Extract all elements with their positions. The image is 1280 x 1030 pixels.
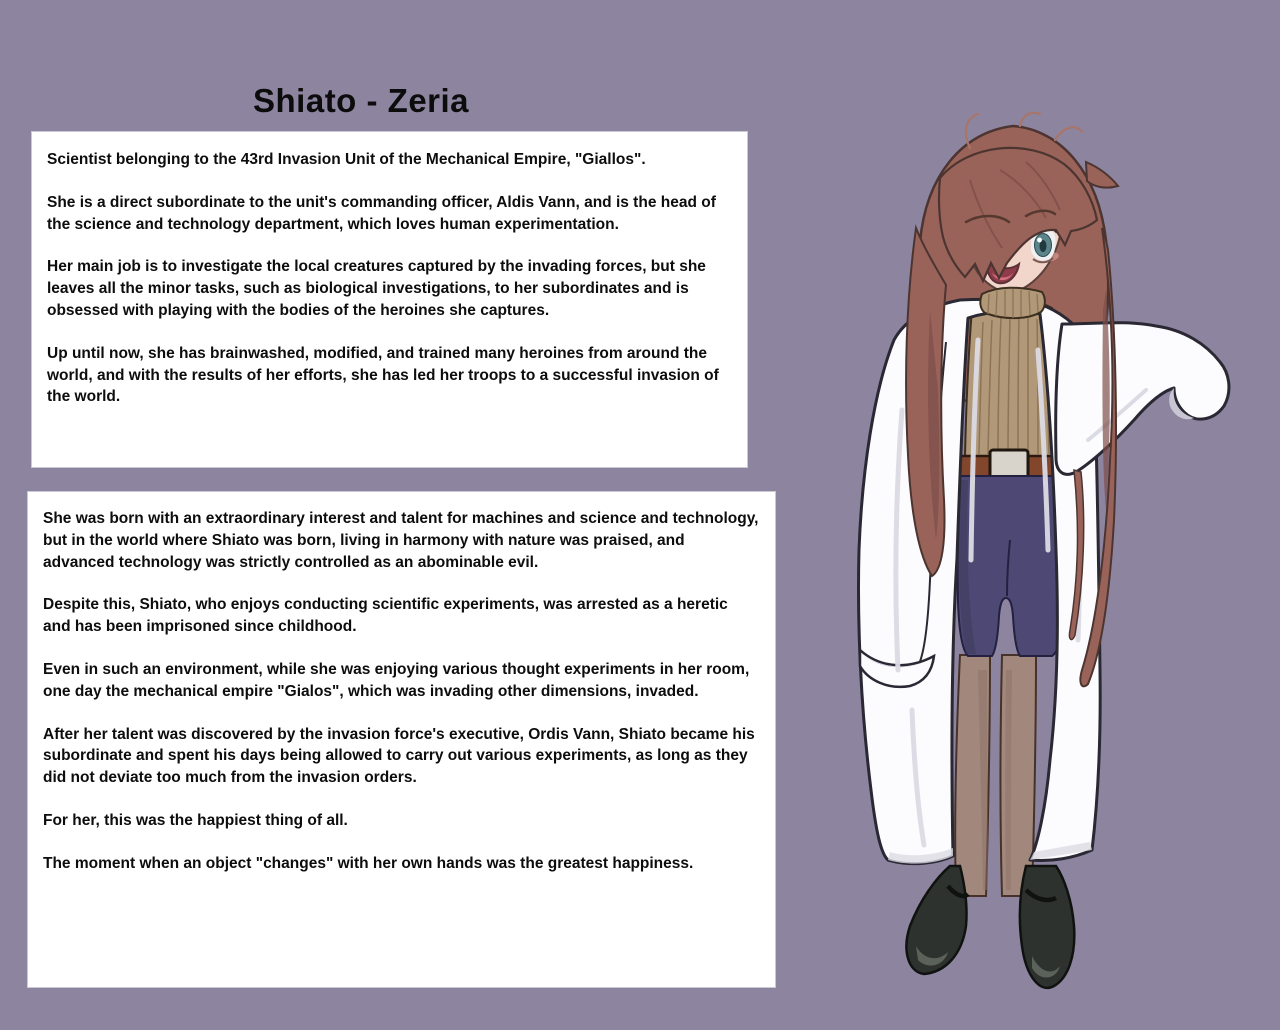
bio-paragraph: She is a direct subordinate to the unit's commanding officer, Aldis Vann, and is the head of the science and technology department, which loves human experimentation. (47, 193, 716, 233)
bio-paragraph: After her talent was discovered by the invasion force's executive, Ordis Vann, Shiato became his subordinate and spent his days being allowed to carry out various experiments, as long as they did not deviate too much from the invasion orders. (43, 725, 755, 787)
raised-arm-sleeve (1056, 323, 1229, 475)
bio-paragraph: The moment when an object "changes" with her own hands was the greatest happiness. (43, 854, 694, 872)
mary-jane-shoe-left (906, 866, 966, 974)
shoes (906, 866, 1074, 988)
bio-box-bottom (27, 491, 776, 988)
bio-box-top (31, 131, 748, 468)
character-illustration-svg (850, 110, 1280, 1030)
page-title: Shiato - Zeria (253, 82, 470, 120)
mary-jane-shoe-right (1020, 866, 1074, 988)
legs (955, 655, 1036, 896)
character-illustration (850, 110, 1280, 1030)
bio-paragraph: For her, this was the happiest thing of all. (43, 811, 348, 829)
bio-paragraph: She was born with an extraordinary interest and talent for machines and science and technology, but in the world where Shiato was born, living in harmony with nature was praised, and advanced technology was strictly controlled as an abominable evil. (43, 510, 759, 571)
bio-paragraph: Scientist belonging to the 43rd Invasion Unit of the Mechanical Empire, "Giallos". (47, 151, 646, 168)
bio-paragraph: Even in such an environment, while she was enjoying various thought experiments in her room, one day the mechanical empire "Gialos", which was invading other dimensions, invaded. (43, 660, 750, 700)
bio-paragraph: Up until now, she has brainwashed, modified, and trained many heroines from around the world, and with the results of her efforts, she has led her troops to a successful invasion of the world. (47, 344, 719, 406)
bio-paragraph: Her main job is to investigate the local creatures captured by the invading forces, but she leaves all the minor tasks, such as biological investigations, to her subordinates and is obsessed with playing with the bodies of the heroines she captures. (47, 258, 706, 319)
bio-paragraph: Despite this, Shiato, who enjoys conducting scientific experiments, was arrested as a heretic and has been imprisoned since childhood. (43, 596, 728, 636)
